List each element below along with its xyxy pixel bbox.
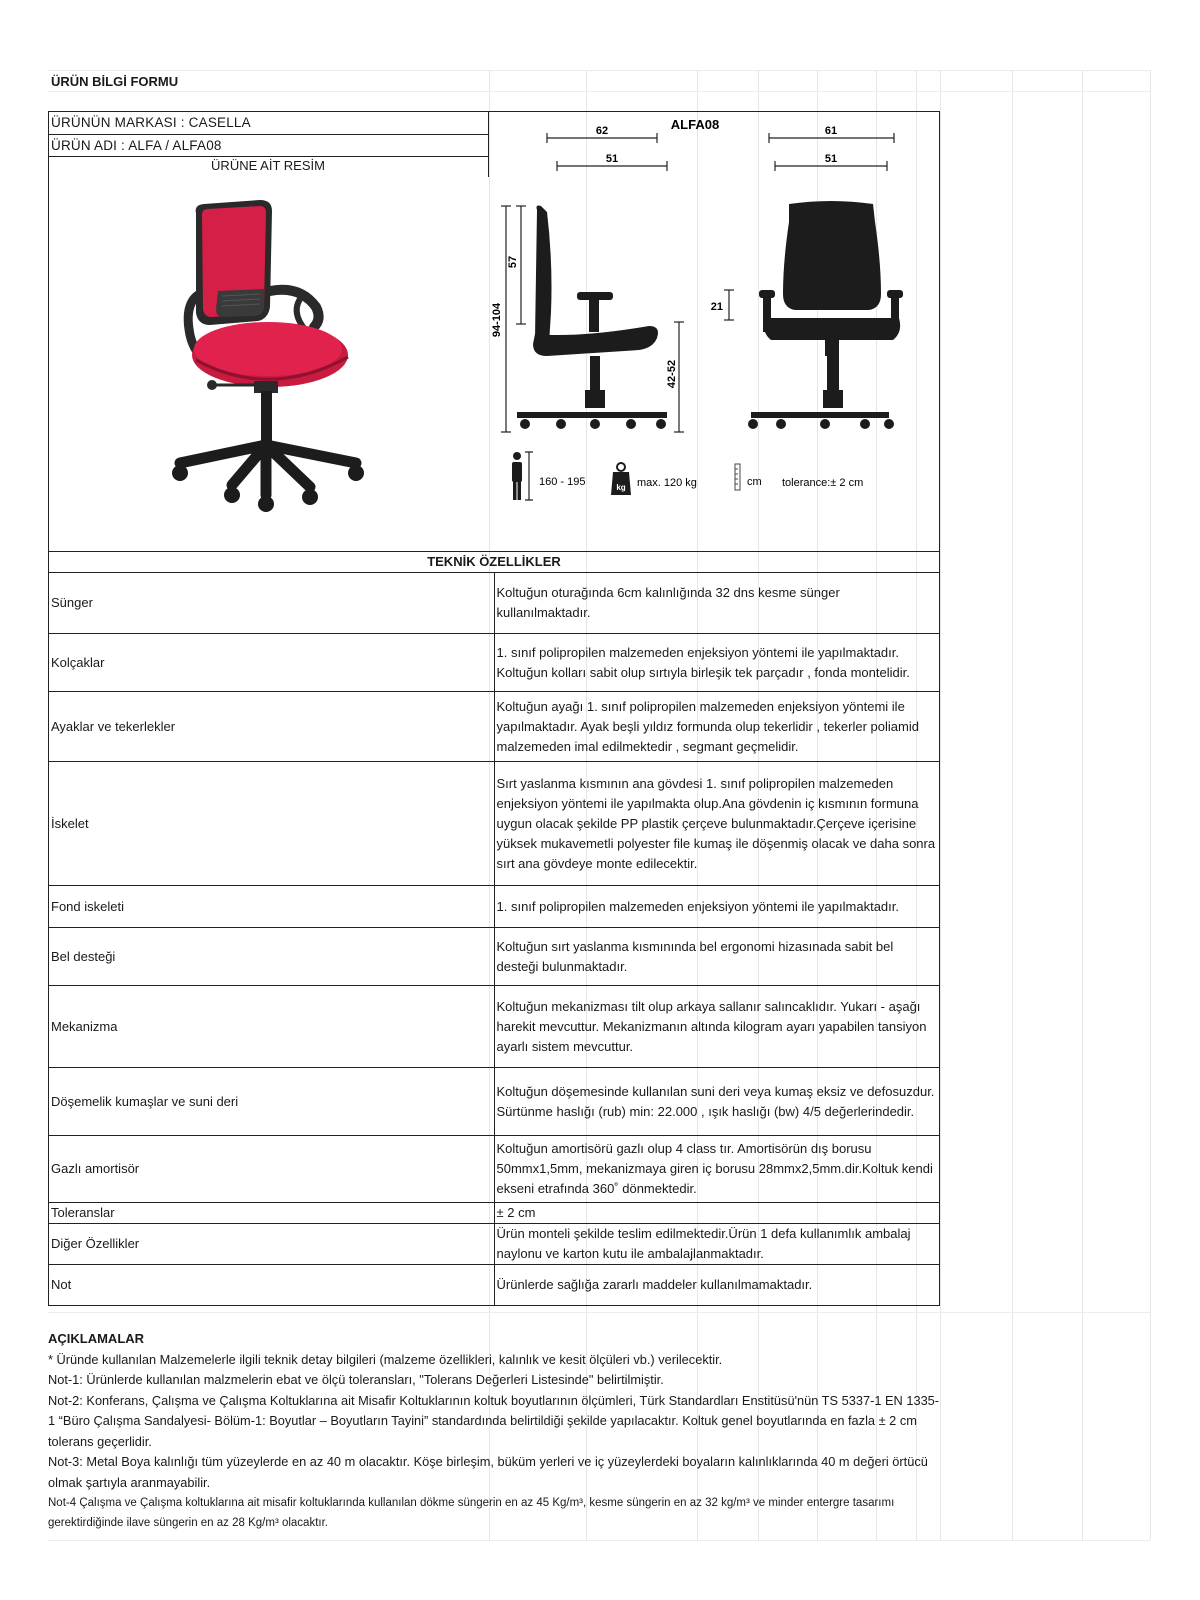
spec-value: 1. sınıf polipropilen malzemeden enjeksiyon yöntemi ile yapılmaktadır. [494, 886, 940, 928]
product-photo [160, 195, 400, 525]
note-line: Not-1: Ürünlerde kullanılan malzmelerin ebat ve ölçü toleransları, "Tolerans Değerleri Listesinde" belirtilmiştir. [48, 1372, 664, 1387]
spec-value: Ürün monteli şekilde teslim edilmektedir.Ürün 1 defa kullanımlık ambalaj naylonu ve karton kutu ile ambalajlanmaktadır. [494, 1224, 940, 1265]
spec-key: Kolçaklar [49, 634, 495, 692]
spec-key: Toleranslar [49, 1203, 495, 1224]
spec-value: Koltuğun amortisörü gazlı olup 4 class tır. Amortisörün dış borusu 50mmx1,5mm, mekanizmaya giren iç borusu 28mmx2,5mm.dir.Koltuk kendi ekseni etrafında 360˚ dönmektedir. [494, 1136, 940, 1203]
spec-value: Koltuğun oturağında 6cm kalınlığında 32 dns kesme sünger kullanılmaktadır. [494, 573, 940, 634]
user-height-icon [512, 452, 533, 500]
photo-label: ÜRÜNE AİT RESİM [211, 158, 325, 173]
kg-badge: kg [616, 483, 626, 492]
spec-key: Ayaklar ve tekerlekler [49, 692, 495, 762]
form-title: ÜRÜN BİLGİ FORMU [51, 74, 179, 89]
spec-key: Mekanizma [49, 986, 495, 1068]
front-width-label: 61 [824, 125, 838, 137]
spec-value: ± 2 cm [494, 1203, 940, 1224]
max-weight-label: max. 120 kg [637, 477, 697, 489]
side-width-label: 62 [595, 125, 609, 137]
spec-key: Diğer Özellikler [49, 1224, 495, 1265]
note-line: Not-3: Metal Boya kalınlığı tüm yüzeylerde en az 40 m olacaktır. Köşe birleşim, büküm yerleri ve iç yüzeylerdeki boyaların kalınlıklarında 40 m değeri örtücü olmak şartıyla aranmayabilir. [48, 1454, 928, 1490]
seat-height-label: 42-52 [666, 359, 678, 389]
note-line: Not-4 Çalışma ve Çalışma koltuklarına ait misafir koltuklarında kullanılan dökme süngerin en az 45 Kg/m³, kesme süngerin en az 32 kg/m³ ve minder entergre tasarımı gerektirdiğinde ilave süngerin en az 28 Kg/m³ olacaktır. [48, 1497, 895, 1529]
front-view-chair [748, 201, 903, 429]
spec-key: İskelet [49, 762, 495, 886]
spec-value: Koltuğun döşemesinde kullanılan suni deri veya kumaş eksiz ve defosuzdur. Sürtünme haslığı (rub) min: 22.000 , ışık haslığı (bw) 4/5 değerlerindedir. [494, 1068, 940, 1136]
front-seat-width-label: 51 [824, 153, 838, 165]
arm-height-label: 21 [710, 301, 723, 313]
ruler-icon [735, 464, 740, 490]
spec-value: Sırt yaslanma kısmının ana gövdesi 1. sınıf polipropilen malzemeden enjeksiyon yöntemi ile yapılmakta olup.Ana gövdenin iç kısmının formuna uygun olacak şekilde PP plastik çerçeve bulunmaktadır.Çerçeve içerisine yüksek mukavemetli polyester file kumaş ile döşenmiş olacak ve daha sonra sırt ana gövdeye monte edilecektir. [494, 762, 940, 886]
spec-key: Not [49, 1265, 495, 1306]
dimension-diagram [489, 112, 939, 552]
product-name-line: ÜRÜN ADI : ALFA / ALFA08 [51, 138, 222, 153]
spec-key: Gazlı amortisör [49, 1136, 495, 1203]
side-view-chair [517, 206, 667, 430]
spec-value: Koltuğun ayağı 1. sınıf polipropilen malzemeden enjeksiyon yöntemi ile yapılmaktadır. Ayak beşli yıldız formunda olup tekerlidir , tekerler poliamid malzemeden imal edilmektedir , segmant geçmelidir. [494, 692, 940, 762]
notes-title: AÇIKLAMALAR [48, 1331, 145, 1346]
spec-key: Fond iskeleti [49, 886, 495, 928]
back-height-label: 57 [507, 255, 519, 269]
spec-key: Döşemelik kumaşlar ve suni deri [49, 1068, 495, 1136]
notes-section [48, 1329, 943, 1533]
total-height-label: 94-104 [491, 302, 503, 338]
brand-line: ÜRÜNÜN MARKASI : CASELLA [51, 115, 251, 130]
spec-key: Sünger [49, 573, 495, 634]
spec-value: Koltuğun sırt yaslanma kısmınında bel ergonomi hizasınada sabit bel desteği bulunmaktadır. [494, 928, 940, 986]
user-height-label: 160 - 195 [539, 476, 586, 488]
diagram-model: ALFA08 [670, 117, 720, 132]
spec-table-header: TEKNİK ÖZELLİKLER [49, 552, 940, 573]
unit-label: cm [747, 476, 762, 488]
tolerance-label: tolerance:± 2 cm [782, 477, 864, 489]
spec-table [48, 551, 940, 1306]
spec-value: Ürünlerde sağlığa zararlı maddeler kullanılmamaktadır. [494, 1265, 940, 1306]
note-line: * Üründe kullanılan Malzemelerle ilgili teknik detay bilgileri (malzeme özellikleri, kalınlık ve kesit ölçüleri vb.) verilecektir. [48, 1351, 723, 1367]
spec-key: Bel desteği [49, 928, 495, 986]
spec-value: Koltuğun mekanizması tilt olup arkaya sallanır salıncaklıdır. Yukarı - aşağı harekit mevcuttur. Mekanizmanın altında kilogram ayarı yapabilen tansiyon ayarlı sistem mevcuttur. [494, 986, 940, 1068]
spec-value: 1. sınıf polipropilen malzemeden enjeksiyon yöntemi ile yapılmaktadır. Koltuğun kolları sabit olup sırtıyla birleşik tek parçadır , fonda montelidir. [494, 634, 940, 692]
note-line: Not-2: Konferans, Çalışma ve Çalışma Koltuklarına ait Misafir Koltuklarının koltuk boyutlarının ölçümleri, Türk Standardları Enstitüsü'nün TS 5337-1 EN 1335-1 “Büro Çalışma Sandalyesi- Bölüm-1: Boyutlar – Boyutların Tayini” standardında belirtildiği şekilde yapılacaktır. Koltuk genel boyutlarında en fazla ± 2 cm tolerans geçerlidir. [48, 1392, 940, 1449]
side-seat-width-label: 51 [605, 153, 619, 165]
